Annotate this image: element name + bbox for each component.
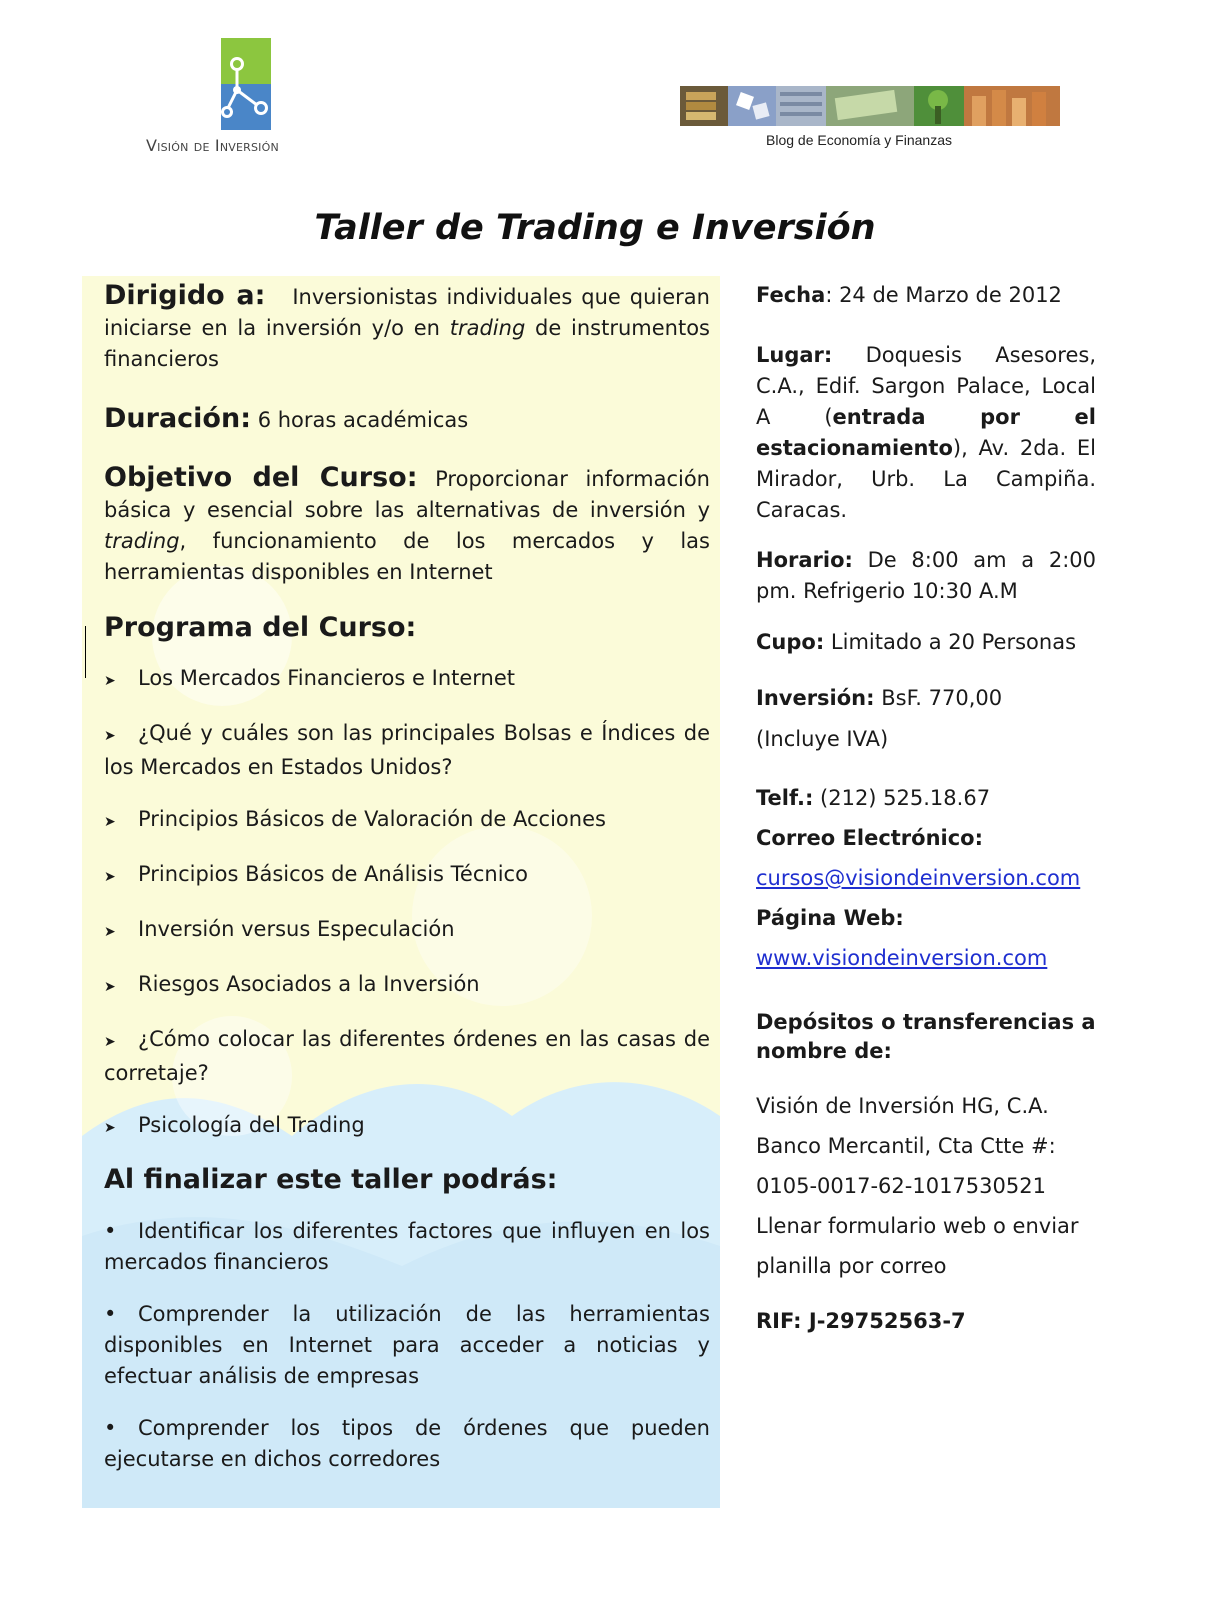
- dirigido-emphasis: trading: [449, 316, 526, 340]
- program-item: ➤ Los Mercados Financieros e Internet: [104, 666, 516, 690]
- blog-banner: [680, 86, 1060, 156]
- lugar-text: Doquesis Asesores, C.A., Edif. Sargon Palace, Local A (: [756, 343, 1096, 429]
- program-item: ➤ Principios Básicos de Análisis Técnico: [104, 862, 528, 886]
- horario-label: Horario:: [756, 548, 853, 572]
- logistics-column: [756, 280, 1096, 1337]
- contact-block: [756, 778, 1096, 978]
- telf-label: Telf.:: [756, 786, 814, 810]
- objetivo-label: Objetivo del Curso:: [104, 462, 418, 493]
- inversion-block: [756, 678, 1096, 760]
- rif-line: RIF: J-29752563-7: [756, 1309, 966, 1333]
- deposit-line: Llenar formulario web o enviar: [756, 1214, 1079, 1238]
- inversion-label: Inversión:: [756, 686, 875, 710]
- page-title: Taller de Trading e Inversión: [314, 208, 876, 248]
- telf-text: (212) 525.18.67: [820, 786, 991, 810]
- lugar-text-end: ), Av. 2da. El Mirador, Urb. La Campiña. Caracas.: [756, 436, 1096, 522]
- cupo-text: Limitado a 20 Personas: [830, 630, 1077, 654]
- email-link[interactable]: cursos@visiondeinversion.com: [756, 866, 1081, 890]
- fecha-text: : 24 de Marzo de 2012: [825, 283, 1062, 307]
- text-cursor-bar: [85, 626, 86, 678]
- duracion-text: 6 horas académicas: [257, 408, 469, 432]
- depositos-heading: Depósitos o transferencias a nombre de:: [756, 1010, 1096, 1063]
- molecule-logo-icon: [221, 38, 271, 130]
- deposit-line: Banco Mercantil, Cta Ctte #:: [756, 1134, 1056, 1158]
- outcome-item: • Comprender la utilización de las herramientas disponibles en Internet para acceder a noticias y efectuar análisis de empresas: [104, 1302, 710, 1388]
- blog-caption: Blog de Economía y Finanzas: [766, 132, 952, 148]
- inversion-note: (Incluye IVA): [756, 727, 889, 751]
- deposit-line: 0105-0017-62-1017530521: [756, 1174, 1046, 1198]
- logo-wordmark: Visión de Inversión: [146, 136, 279, 155]
- lugar-paragraph: [756, 340, 1096, 526]
- finance-photo-strip-icon: [680, 86, 1060, 126]
- dirigido-paragraph: [104, 280, 710, 375]
- program-item: ➤ Principios Básicos de Valoración de Acciones: [104, 807, 606, 831]
- objetivo-text-end: , funcionamiento de los mercados y las herramientas disponibles en Internet: [104, 529, 710, 584]
- fecha-label: Fecha: [756, 283, 826, 307]
- outcome-item: • Comprender los tipos de órdenes que pueden ejecutarse en dichos corredores: [104, 1416, 710, 1471]
- program-item: ➤ ¿Qué y cuáles son las principales Bolsas e Índices de los Mercados en Estados Unidos?: [104, 721, 710, 779]
- correo-label: Correo Electrónico:: [756, 826, 984, 850]
- cupo-label: Cupo:: [756, 630, 825, 654]
- dirigido-text-end: de instrumentos financieros: [104, 316, 710, 371]
- duracion-label: Duración:: [104, 403, 251, 434]
- finalizar-heading: Al finalizar este taller podrás:: [104, 1164, 558, 1195]
- website-link[interactable]: www.visiondeinversion.com: [756, 946, 1048, 970]
- program-item: ➤ Inversión versus Especulación: [104, 917, 455, 941]
- deposit-line: planilla por correo: [756, 1254, 947, 1278]
- program-item: ➤ ¿Cómo colocar las diferentes órdenes en las casas de corretaje?: [104, 1027, 710, 1085]
- deposit-line: Visión de Inversión HG, C.A.: [756, 1094, 1049, 1118]
- objetivo-emphasis: trading: [104, 529, 180, 553]
- duracion-paragraph: [104, 403, 710, 436]
- course-details-column: [104, 280, 710, 1475]
- outcome-item: • Identificar los diferentes factores que influyen en los mercados financieros: [104, 1219, 710, 1274]
- dirigido-label: Dirigido a:: [104, 280, 266, 311]
- horario-paragraph: [756, 545, 1096, 607]
- lugar-bold: entrada por el estacionamiento: [756, 405, 1097, 460]
- objetivo-paragraph: [104, 462, 710, 588]
- dirigido-text: Inversionistas individuales que quieran iniciarse en la inversión y/o en: [104, 285, 710, 340]
- program-item: ➤ Psicología del Trading: [104, 1113, 365, 1137]
- cupo-line: [756, 627, 1096, 658]
- lugar-label: Lugar:: [756, 343, 833, 367]
- objetivo-text: Proporcionar información básica y esencial sobre las alternativas de inversión y: [104, 467, 710, 522]
- programa-heading: Programa del Curso:: [104, 612, 417, 643]
- horario-text: De 8:00 am a 2:00 pm. Refrigerio 10:30 A.M: [756, 548, 1096, 603]
- vision-de-inversion-logo: [146, 36, 356, 166]
- web-label: Página Web:: [756, 906, 904, 930]
- deposit-details: [756, 1086, 1096, 1286]
- program-item: ➤ Riesgos Asociados a la Inversión: [104, 972, 480, 996]
- fecha-line: [756, 280, 1096, 311]
- inversion-text: BsF. 770,00: [881, 686, 1003, 710]
